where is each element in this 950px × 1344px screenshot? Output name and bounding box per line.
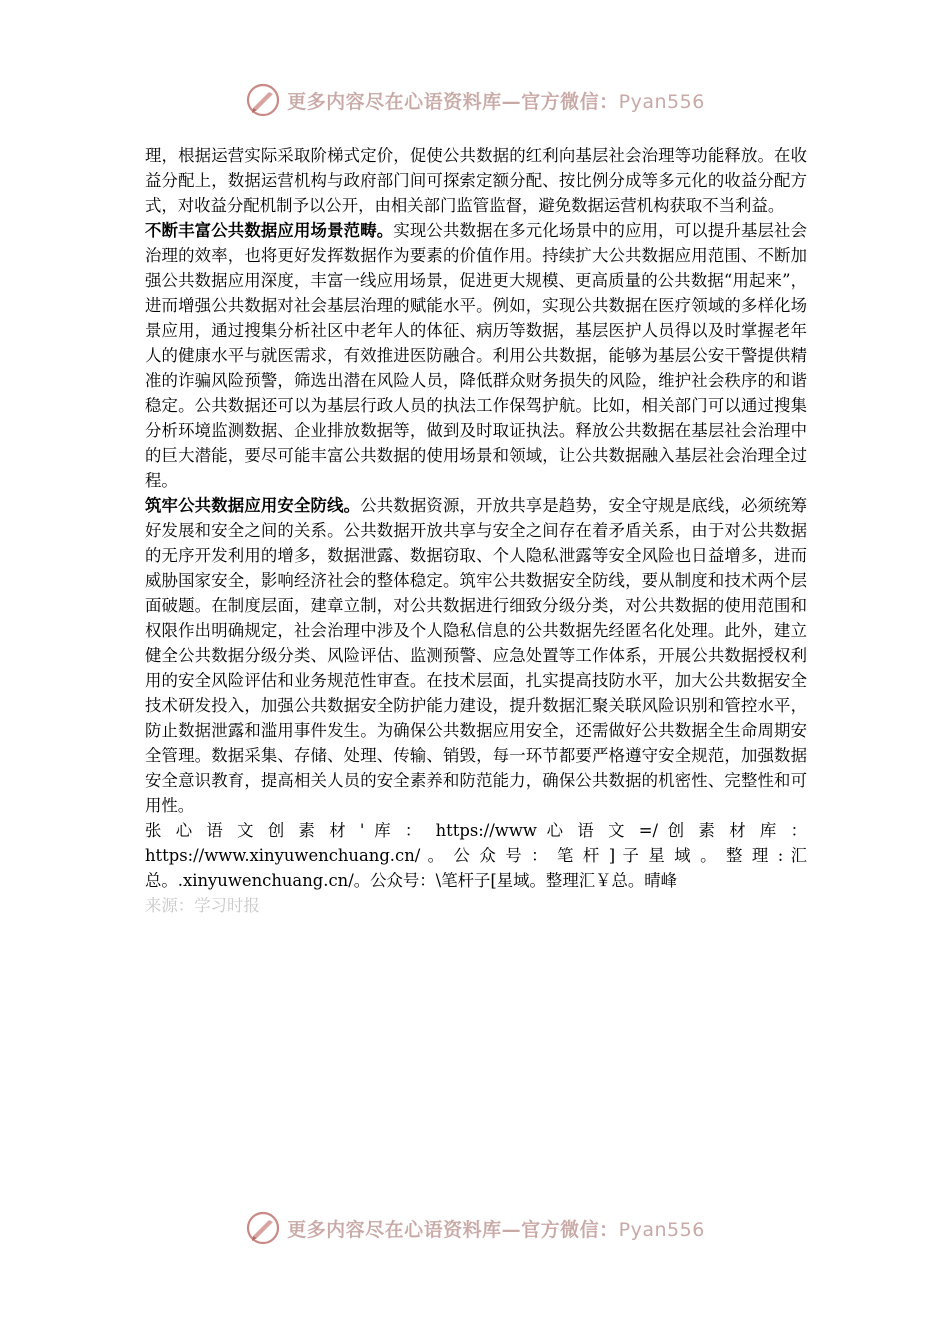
- paragraph-3: [145, 493, 807, 818]
- article-body: [145, 143, 807, 918]
- banner-handle: Pyan556: [618, 1218, 705, 1241]
- paragraph-2-heading: 不断丰富公共数据应用场景范畴。: [145, 221, 394, 240]
- pen-logo-icon: [245, 82, 281, 118]
- paragraph-2: [145, 218, 807, 493]
- pen-logo-icon: [245, 1210, 281, 1246]
- paragraph-2-text: 实现公共数据在多元化场景中的应用，可以提升基层社会治理的效率，也将更好发挥数据作为要素的价值作用。持续扩大公共数据应用范围、不断加强公共数据应用深度，丰富一线应用场景，促进更大规模、更高质量的公共数据“用起来”，进而增强公共数据对社会基层治理的赋能水平。例如，实现公共数据在医疗领域的多样化场景应用，通过搜集分析社区中老年人的体征、病历等数据，基层医护人员得以及时掌握老年人的健康水平与就医需求，有效推进医防融合。利用公共数据，能够为基层公安干警提供精准的诈骗风险预警，筛选出潜在风险人员，降低群众财务损失的风险，维护社会秩序的和谐稳定。公共数据还可以为基层行政人员的执法工作保驾护航。比如，相关部门可以通过搜集分析环境监测数据、企业排放数据等，做到及时取证执法。释放公共数据在基层社会治理中的巨大潜能，要尽可能丰富公共数据的使用场景和领域，让公共数据融入基层社会治理全过程。: [145, 221, 807, 490]
- paragraph-3-text: 公共数据资源，开放共享是趋势，安全守规是底线，必须统筹好发展和安全之间的关系。公共数据开放共享与安全之间存在着矛盾关系，由于对公共数据的无序开发利用的增多，数据泄露、数据窃取、个人隐私泄露等安全风险也日益增多，进而威胁国家安全，影响经济社会的整体稳定。筑牢公共数据安全防线，要从制度和技术两个层面破题。在制度层面，建章立制，对公共数据进行细致分级分类，对公共数据的使用范围和权限作出明确规定，社会治理中涉及个人隐私信息的公共数据先经匿名化处理。此外，建立健全公共数据分级分类、风险评估、监测预警、应急处置等工作体系，开展公共数据授权利用的安全风险评估和业务规范性审查。在技术层面，扎实提高技防水平，加大公共数据安全技术研发投入，加强公共数据安全防护能力建设，提升数据汇聚关联风险识别和管控水平，防止数据泄露和滥用事件发生。为确保公共数据应用安全，还需做好公共数据全生命周期安全管理。数据采集、存储、处理、传输、销毁，每一环节都要严格遵守安全规范，加强数据安全意识教育，提高相关人员的安全素养和防范能力，确保公共数据的机密性、完整性和可用性。: [145, 496, 807, 815]
- banner-text: [287, 1215, 705, 1242]
- paragraph-3-heading: 筑牢公共数据应用安全防线。: [145, 496, 361, 515]
- credit-line: 张 心 语 文 创 素 材 ' 库 ： https://www 心 语 文 =/ 创 素 材 库 ： https://www.xinyuwenchuang.cn/ 。 公 众 号 ： 笔 杆 ] 子 星 域 。 整 理 : 汇总。.xinyuwenchuang.cn/。公众号：\笔杆子[星域。整理汇￥总。晴峰: [145, 821, 807, 890]
- header-banner: [0, 80, 950, 120]
- banner-handle: Pyan556: [618, 90, 705, 113]
- banner-label: 更多内容尽在心语资料库—官方微信：: [287, 90, 619, 113]
- banner-text: [287, 87, 705, 114]
- footer-banner: [0, 1208, 950, 1248]
- source-line: 来源：学习时报: [145, 896, 260, 915]
- banner-label: 更多内容尽在心语资料库—官方微信：: [287, 1218, 619, 1241]
- paragraph-1: 理，根据运营实际采取阶梯式定价，促使公共数据的红利向基层社会治理等功能释放。在收益分配上，数据运营机构与政府部门间可探索定额分配、按比例分成等多元化的收益分配方式，对收益分配机制予以公开，由相关部门监管监督，避免数据运营机构获取不当利益。: [145, 146, 807, 215]
